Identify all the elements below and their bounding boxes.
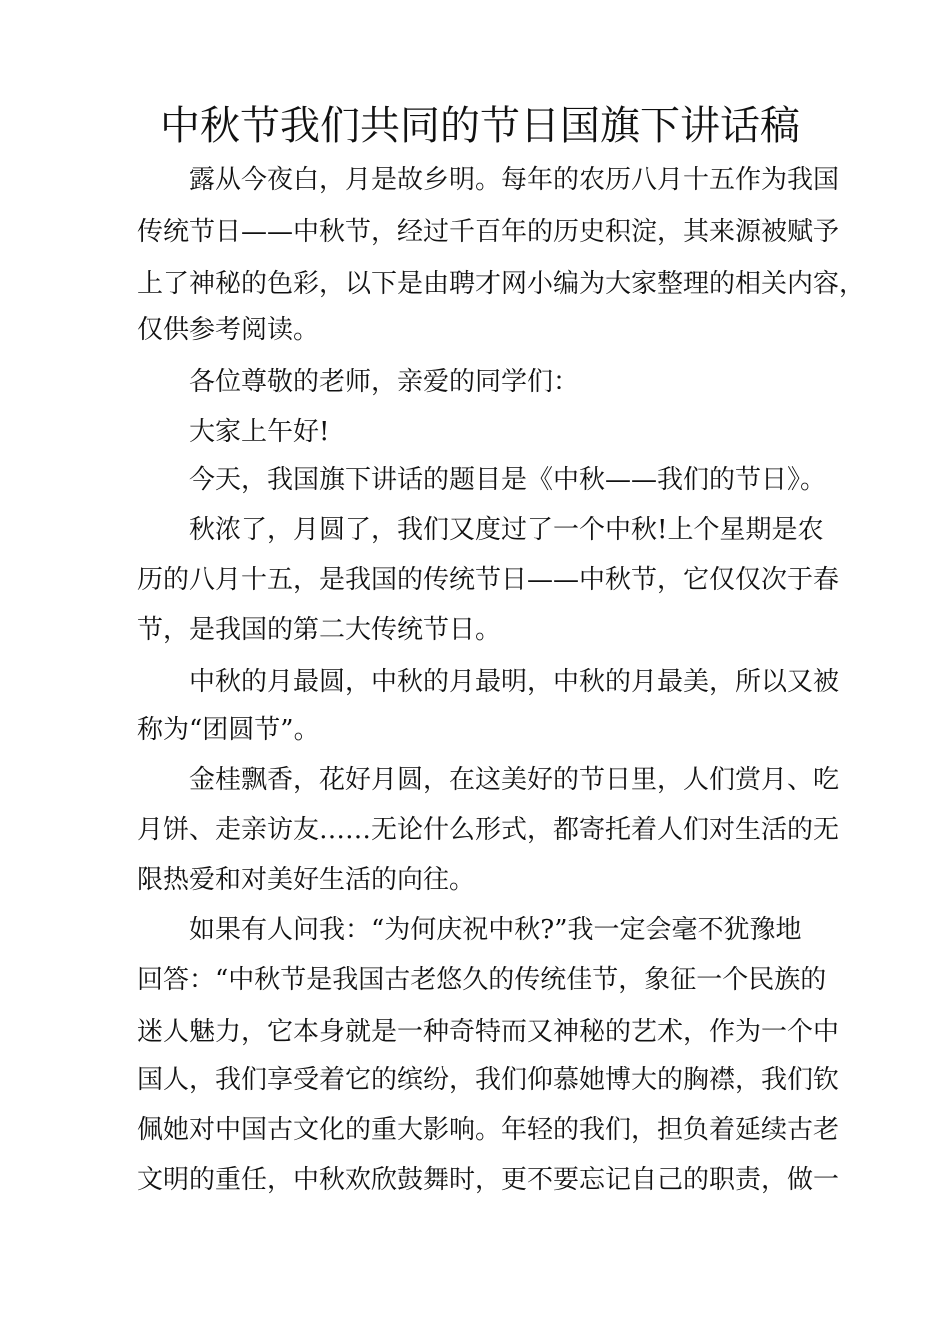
text-line: 称为“团圆节”。 [137, 715, 320, 745]
text-line: 历的八月十五，是我国的传统节日——中秋节，它仅仅次于春 [137, 565, 840, 595]
text-line: 国人，我们享受着它的缤纷，我们仰慕她博大的胸襟，我们钦 [137, 1065, 840, 1095]
text-line: 大家上午好! [189, 417, 330, 447]
text-line: 回答：“中秋节是我国古老悠久的传统佳节，象征一个民族的 [137, 965, 827, 995]
text-line: 中秋的月最圆，中秋的月最明，中秋的月最美，所以又被 [189, 667, 840, 697]
text-line: 月饼、走亲访友……无论什么形式，都寄托着人们对生活的无 [137, 815, 840, 845]
document-title: 中秋节我们共同的节日国旗下讲话稿 [160, 103, 800, 149]
text-line: 传统节日——中秋节，经过千百年的历史积淀，其来源被赋予 [137, 217, 840, 247]
text-line: 今天，我国旗下讲话的题目是《中秋——我们的节日》。 [189, 465, 827, 495]
text-line: 露从今夜白，月是故乡明。每年的农历八月十五作为我国 [189, 165, 840, 195]
text-line: 节，是我国的第二大传统节日。 [137, 615, 502, 645]
text-line: 如果有人问我：“为何庆祝中秋?”我一定会毫不犹豫地 [189, 915, 802, 945]
text-line: 限热爱和对美好生活的向往。 [137, 865, 476, 895]
text-line: 各位尊敬的老师，亲爱的同学们： [189, 367, 580, 397]
text-line: 上了神秘的色彩，以下是由聘才网小编为大家整理的相关内容， [137, 269, 866, 299]
text-line: 金桂飘香，花好月圆，在这美好的节日里，人们赏月、吃 [189, 765, 840, 795]
text-line: 秋浓了，月圆了，我们又度过了一个中秋!上个星期是农 [189, 515, 824, 545]
text-line: 迷人魅力，它本身就是一种奇特而又神秘的艺术，作为一个中 [137, 1017, 840, 1047]
text-line: 佩她对中国古文化的重大影响。年轻的我们，担负着延续古老 [137, 1115, 840, 1145]
text-line: 仅供参考阅读。 [137, 315, 320, 345]
text-line: 文明的重任，中秋欢欣鼓舞时，更不要忘记自己的职责，做一 [137, 1165, 840, 1195]
